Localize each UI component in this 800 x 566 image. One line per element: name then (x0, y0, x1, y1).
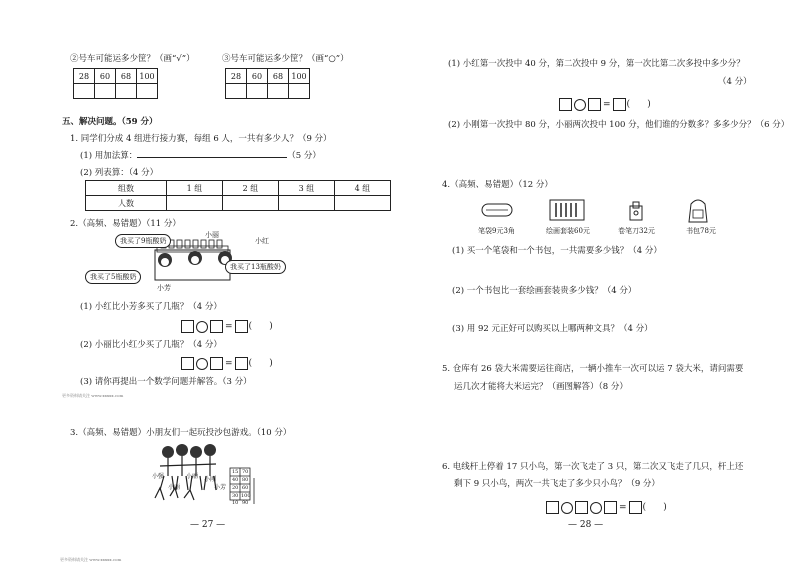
operator-circle[interactable] (574, 99, 586, 111)
name-xiaoli: 小丽 (205, 231, 219, 239)
p4-sub1: (1) 买一个笔袋和一个书包，一共需要多少钱？（4 分） (452, 246, 662, 256)
q2-option[interactable]: 60 (95, 69, 116, 84)
p6-line1: 6. 电线杆上停着 17 只小鸟，第一次飞走了 3 只，第二次又飞走了几只，杆上还 (442, 462, 744, 472)
p2-sub3: (3) 请你再提出一个数学问题并解答。（3 分） (80, 377, 252, 387)
target-number: 10 (232, 500, 239, 506)
answer-box[interactable] (181, 357, 194, 370)
p2-sub1-equation: = ( ) (180, 316, 273, 335)
bubble-13-yogurt: 我买了13瓶酸奶 (225, 260, 286, 274)
r-q1-text: (1) 小红第一次投中 40 分，第二次投中 9 分，第一次比第二次多投中多少分？ (448, 59, 745, 69)
p4-stem: 4.（高频、易错题）（12 分） (442, 180, 553, 190)
table-input-cell[interactable] (223, 196, 279, 211)
target-number: 30 (232, 493, 239, 499)
table-row-label: 人数 (86, 196, 167, 211)
p2-sub1: (1) 小红比小芳多买了几瓶？（4 分） (80, 302, 222, 312)
children-playing-icon (150, 438, 270, 508)
target-number: 40 (232, 477, 239, 483)
yogurt-illustration (85, 228, 305, 293)
operator-circle[interactable] (590, 502, 602, 514)
target-number: 20 (232, 485, 239, 491)
table-header-cell: 3 组 (279, 181, 335, 196)
watermark-note: 更多资料请关注 www.xxxxx.com (62, 393, 124, 398)
page-number-left: — 27 — (190, 520, 226, 530)
p6-equation: = ( ) (545, 497, 667, 516)
r-q1-equation: = ( ) (558, 94, 651, 113)
table-input-cell[interactable] (167, 196, 223, 211)
answer-box[interactable] (575, 501, 588, 514)
schoolbag-icon (685, 196, 711, 224)
child-name: 小强 (152, 473, 165, 480)
operator-circle[interactable] (561, 502, 573, 514)
answer-box[interactable] (181, 320, 194, 333)
answer-box[interactable] (588, 98, 601, 111)
q2-label: ②号车可能运多少筐？（画“√”） (70, 54, 195, 64)
child-name: 小刚 (204, 476, 217, 483)
table-header-cell: 2 组 (223, 181, 279, 196)
sandbag-game-illustration (150, 438, 270, 508)
p6-line2: 剩下 9 只小鸟，两次一共飞走了多少只小鸟？（9 分） (454, 479, 660, 489)
table-input-cell[interactable] (335, 196, 391, 211)
p5-line1: 5. 仓库有 26 袋大米需要运往商店，一辆小推车一次可以运 7 袋大米，请问需要 (442, 364, 744, 374)
answer-box[interactable] (210, 357, 223, 370)
price-label: 卷笔刀32元 (618, 227, 655, 235)
price-label: 笔袋9元3角 (478, 227, 515, 235)
target-number: 80 (242, 477, 249, 483)
paint-set-icon (548, 198, 588, 222)
p5-line2: 运几次才能将大米运完？（画图解答）（8 分） (454, 382, 628, 392)
target-number: 90 (242, 500, 249, 506)
p2-sub2-equation: = ( ) (180, 353, 273, 372)
p4-sub3: (3) 用 92 元正好可以购买以上哪两种文具？（4 分） (452, 324, 653, 334)
p1-answer-line[interactable] (137, 149, 287, 158)
operator-circle[interactable] (196, 358, 208, 370)
q3-options-table (225, 68, 310, 99)
table-header-cell: 4 组 (335, 181, 391, 196)
p4-sub2: (2) 一个书包比一套绘画套装贵多少钱？（4 分） (452, 286, 637, 296)
answer-box[interactable] (235, 357, 248, 370)
q2-options-table (73, 68, 158, 99)
q3-option[interactable]: 100 (289, 69, 310, 84)
name-xiaohong: 小红 (255, 237, 269, 245)
q2-option[interactable]: 28 (74, 69, 95, 84)
q2-option[interactable]: 100 (137, 69, 158, 84)
answer-box[interactable] (546, 501, 559, 514)
page-number-right: — 28 — (568, 520, 604, 530)
sharpener-item (626, 200, 648, 226)
p2-stem: 2.（高频、易错题）（11 分） (70, 219, 181, 229)
child-name: 小丽 (186, 473, 199, 480)
r-q2-text: (2) 小刚第一次投中 80 分，小丽两次投中 100 分，他们谁的分数多？多多少分？（6 分） (448, 120, 790, 130)
right-page (400, 0, 800, 566)
section5-title: 五、解决问题。（59 分） (62, 117, 158, 127)
watermark-bottom: 更多资料请关注 www.xxxxx.com (60, 557, 122, 562)
price-label: 书包78元 (686, 227, 716, 235)
price-label: 绘画套装60元 (546, 227, 590, 235)
target-number: 100 (241, 493, 251, 499)
pencil-case-icon (480, 200, 516, 220)
p1-stem: 1. 同学们分成 4 组进行接力赛，每组 6 人，一共有多少人？（9 分） (70, 134, 332, 144)
child-name: 小芳 (214, 484, 227, 491)
target-number: 70 (242, 469, 249, 475)
answer-box[interactable] (210, 320, 223, 333)
q3-option[interactable]: 28 (226, 69, 247, 84)
p2-sub2: (2) 小丽比小红少买了几瓶？（4 分） (80, 340, 222, 350)
answer-box[interactable] (604, 501, 617, 514)
p1-table (85, 180, 391, 211)
answer-box[interactable] (613, 98, 626, 111)
p1-sub1: (1) 用加法算： （5 分） (80, 151, 321, 161)
q2-option[interactable]: 68 (116, 69, 137, 84)
p1-sub2: (2) 列表算：（4 分） (80, 168, 159, 178)
child-name: 小丽 (168, 484, 181, 491)
table-header-cell: 组数 (86, 181, 167, 196)
pencil-case-item (480, 200, 516, 224)
bubble-9-yogurt: 我买了9瓶酸奶 (115, 234, 171, 248)
name-xiaofang: 小芳 (157, 284, 171, 292)
operator-circle[interactable] (196, 321, 208, 333)
p3-stem: 3.（高频、易错题）小朋友们一起玩投沙包游戏。（10 分） (70, 428, 292, 438)
schoolbag-item (685, 196, 711, 228)
r-q1-score: （4 分） (718, 77, 752, 87)
bubble-5-yogurt: 我买了5瓶酸奶 (85, 270, 141, 284)
answer-box[interactable] (235, 320, 248, 333)
target-number: 15 (232, 469, 239, 475)
sharpener-icon (626, 200, 648, 222)
table-header-cell: 1 组 (167, 181, 223, 196)
answer-box[interactable] (559, 98, 572, 111)
q3-label: ③号车可能运多少筐？（画“○”） (222, 54, 349, 64)
answer-box[interactable] (629, 501, 642, 514)
paint-set-item (548, 198, 588, 226)
q3-option[interactable]: 68 (268, 69, 289, 84)
table-input-cell[interactable] (279, 196, 335, 211)
q3-option[interactable]: 60 (247, 69, 268, 84)
target-number: 60 (242, 485, 249, 491)
